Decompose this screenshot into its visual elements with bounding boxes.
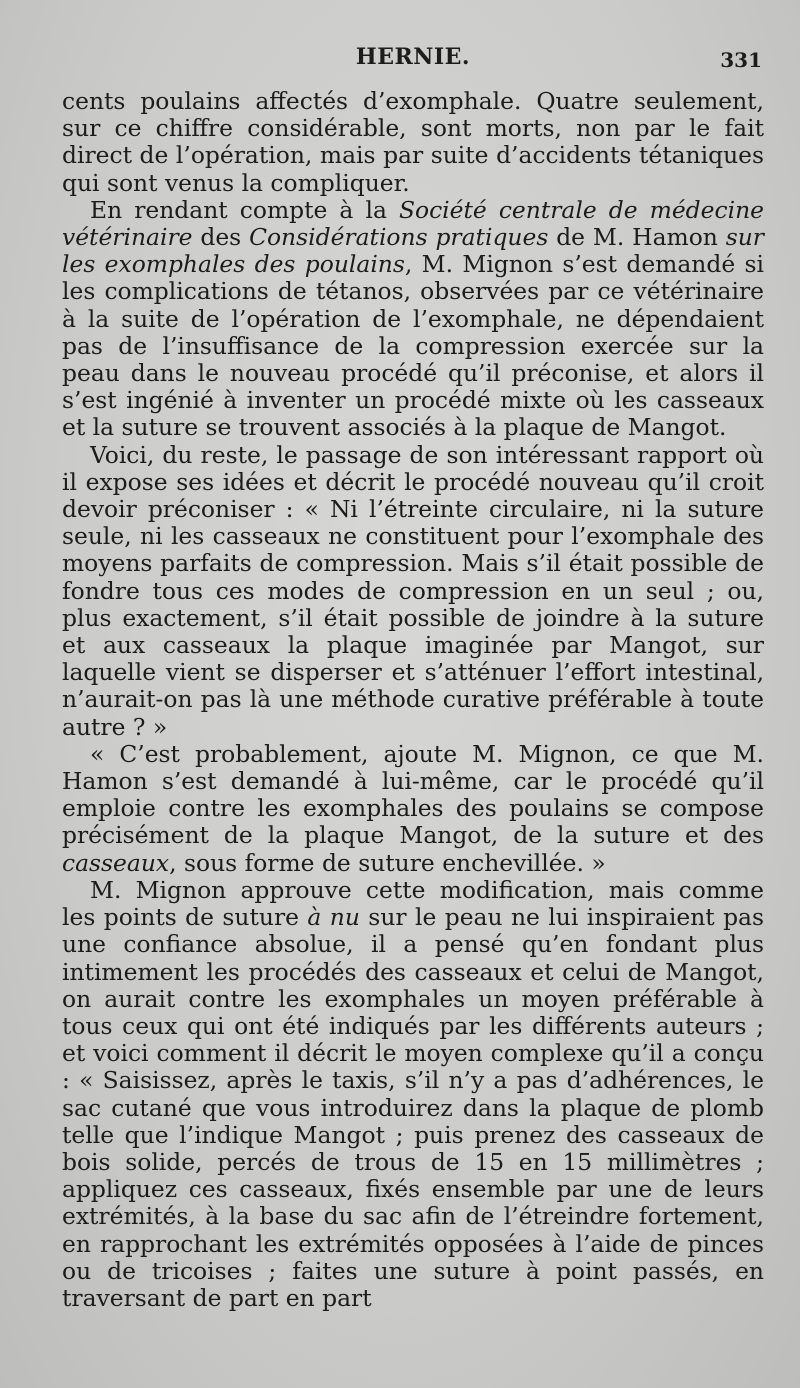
- body-text: [62, 88, 764, 1312]
- running-head: [62, 44, 764, 88]
- paragraph: [62, 741, 764, 877]
- italic-text-run: à nu: [307, 903, 360, 932]
- text-run: sur le peau ne lui inspiraient pas une confiance absolue, il a pensé qu’en fondant plus intimement les procédés des casseaux et celui de Mangot, on aurait contre les exomphales un moyen préférable à tous ceux qui ont été indiqués par les différents auteurs ; et voici comment il décrit le moyen complexe qu’il a conçu : « Saisissez, après le taxis, s’il n’y a pas d’adhérences, le sac cutané que vous introduirez dans la plaque de plomb telle que l’indique Mangot ; puis prenez des casseaux de bois solide, percés de trous de 15 en 15 millimètres ; appliquez ces casseaux, fixés ensemble par une de leurs extrémités, à la base du sac afin de l’étreindre fortement, en rapprochant les extrémités opposées à l’aide de pinces ou de tricoises ; faites une suture à point passés, en traversant de part en part: [62, 903, 764, 1312]
- italic-text-run: Considérations pratiques: [249, 223, 549, 252]
- text-run: « C’est probablement, ajoute M. Mignon, ce que M. Hamon s’est demandé à lui-même, car le procédé qu’il emploie contre les exomphales des poulains se compose précisément de la plaque Mangot, de la suture et des: [62, 739, 764, 850]
- paragraph: [62, 88, 764, 197]
- page-number: 331: [720, 48, 762, 72]
- italic-text-run: Société centrale de médecine vétérinaire: [62, 195, 764, 252]
- text-run: des: [192, 223, 250, 252]
- text-run: En rendant compte à la: [90, 195, 399, 224]
- text-run: M. Mignon approuve cette modification, mais comme les points de suture: [62, 875, 764, 932]
- text-run: de M. Hamon: [548, 223, 726, 252]
- paragraph: [62, 442, 764, 741]
- italic-text-run: sur les exomphales des poulains: [62, 223, 764, 279]
- text-run: Voici, du reste, le passage de son intéressant rapport où il expose ses idées et décrit le procédé nouveau qu’il croit devoir préconiser : « Ni l’étreinte circulaire, ni la suture seule, ni les casseaux ne constituent pour l’exomphale des moyens parfaits de compression. Mais s’il était possible de fondre tous ces modes de compression en un seul ; ou, plus exactement, s’il était possible de joindre à la suture et aux casseaux la plaque imaginée par Mangot, sur laquelle vient se disperser et s’atténuer l’effort intestinal, n’aurait-on pas là une méthode curative préférable à toute autre ? »: [62, 440, 764, 741]
- text-run: , M. Mignon s’est demandé si les complications de tétanos, observées par ce vétérinaire à la suite de l’opération de l’exomphale, ne dépendaient pas de l’insuffisance de la compression exercée sur la peau dans le nouveau procédé qu’il préconise, et alors il s’est ingénié à inventer un procédé mixte où les casseaux et la suture se trouvent associés à la plaque de Mangot.: [62, 250, 764, 442]
- paragraph: [62, 197, 764, 442]
- italic-text-run: casseaux: [62, 848, 170, 877]
- paragraph: [62, 877, 764, 1312]
- text-run: , sous forme de suture enchevillée. »: [169, 848, 606, 877]
- running-title: HERNIE.: [355, 44, 471, 70]
- text-run: cents poulains affectés d’exomphale. Quatre seulement, sur ce chiffre considérable, sont morts, non par le fait direct de l’opération, mais par suite d’accidents tétaniques qui sont venus la compliquer.: [62, 87, 764, 197]
